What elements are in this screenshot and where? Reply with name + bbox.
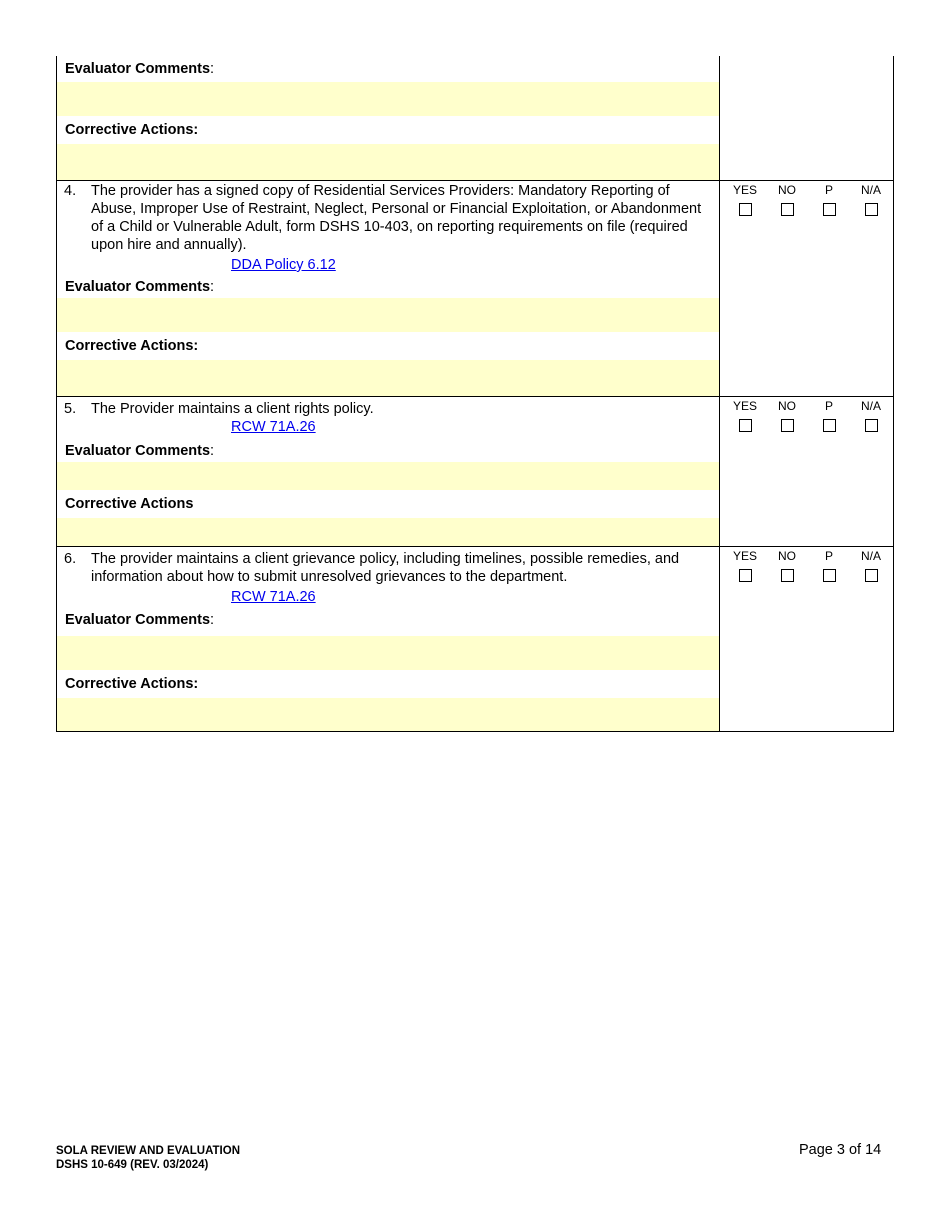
item-6-right: [720, 547, 894, 731]
option-p: P: [808, 550, 850, 585]
option-yes: YES: [724, 184, 766, 219]
option-na: N/A: [850, 400, 892, 435]
reference-link[interactable]: RCW 71A.26: [231, 419, 316, 435]
item-5-reference: [57, 418, 719, 436]
option-p: P: [808, 400, 850, 435]
item-5-text-block: [57, 397, 719, 418]
checkbox-na[interactable]: [865, 203, 878, 216]
item-3-continuation: [56, 56, 894, 180]
corrective-actions-field[interactable]: [57, 518, 719, 546]
checkbox-na[interactable]: [865, 569, 878, 582]
option-na: N/A: [850, 184, 892, 219]
item-number: 4.: [64, 183, 77, 199]
rating-options: [720, 397, 893, 435]
corrective-actions-label: Corrective Actions:: [65, 338, 199, 354]
corrective-actions-field[interactable]: [57, 698, 719, 731]
item-3-left: [56, 56, 720, 180]
corrective-actions-label: Corrective Actions:: [65, 676, 199, 692]
checkbox-yes[interactable]: [739, 419, 752, 432]
item-4-text-block: [57, 181, 719, 254]
footer-form-title: SOLA REVIEW AND EVALUATION: [56, 1145, 240, 1157]
item-number: 6.: [64, 551, 77, 567]
item-6-reference: [57, 586, 719, 606]
item-3-right: [720, 56, 894, 180]
option-no: NO: [766, 184, 808, 219]
evaluator-comments-field[interactable]: [57, 636, 719, 670]
reference-link[interactable]: DDA Policy 6.12: [231, 257, 336, 273]
item-5: [56, 396, 894, 546]
option-no: NO: [766, 550, 808, 585]
evaluator-comments-field[interactable]: [57, 462, 719, 490]
evaluator-comments-field[interactable]: [57, 298, 719, 332]
page-number: Page 3 of 14: [799, 1142, 882, 1158]
item-text: The provider maintains a client grievance policy, including timelines, possible remedies, and information about how to submit unresolved grievances to the department.: [91, 551, 680, 585]
corrective-actions-field[interactable]: [57, 360, 719, 396]
option-yes: YES: [724, 550, 766, 585]
option-no: NO: [766, 400, 808, 435]
item-5-left: [56, 397, 720, 546]
checkbox-p[interactable]: [823, 203, 836, 216]
checkbox-na[interactable]: [865, 419, 878, 432]
rating-options: [720, 181, 893, 219]
checkbox-no[interactable]: [781, 569, 794, 582]
checkbox-no[interactable]: [781, 419, 794, 432]
evaluator-comments-label: Evaluator Comments:: [65, 612, 215, 628]
footer-form-number: DSHS 10-649 (REV. 03/2024): [56, 1159, 209, 1171]
footer-form-info: [56, 1144, 240, 1172]
item-4-reference: [57, 254, 719, 274]
item-6-text-block: [57, 547, 719, 586]
item-text: The Provider maintains a client rights policy.: [91, 401, 374, 417]
item-number: 5.: [64, 401, 77, 417]
item-4-left: [56, 181, 720, 396]
checkbox-yes[interactable]: [739, 569, 752, 582]
checkbox-p[interactable]: [823, 569, 836, 582]
corrective-actions-label: Corrective Actions:: [65, 122, 199, 138]
evaluation-form: [56, 56, 894, 732]
item-6-left: [56, 547, 720, 731]
evaluator-comments-label: Evaluator Comments:: [65, 279, 215, 295]
corrective-actions-label: Corrective Actions: [65, 496, 194, 512]
item-5-right: [720, 397, 894, 546]
option-yes: YES: [724, 400, 766, 435]
evaluator-comments-label: Evaluator Comments:: [65, 61, 215, 77]
item-6: [56, 546, 894, 732]
evaluator-comments-field[interactable]: [57, 82, 719, 116]
corrective-actions-field[interactable]: [57, 144, 719, 180]
evaluator-comments-label: Evaluator Comments:: [65, 443, 215, 459]
reference-link[interactable]: RCW 71A.26: [231, 589, 316, 605]
item-4-right: [720, 181, 894, 396]
item-text: The provider has a signed copy of Residential Services Providers: Mandatory Reporting of Abuse, Improper Use of Restraint, Neglect, Personal or Financial Exploitation, or Abandonment of a Child or Vulnerable Adult, form DSHS 10-403, on reporting requirements on file (required upon hire and annually).: [91, 183, 702, 253]
option-p: P: [808, 184, 850, 219]
rating-options: [720, 547, 893, 585]
item-4: [56, 180, 894, 396]
checkbox-p[interactable]: [823, 419, 836, 432]
checkbox-no[interactable]: [781, 203, 794, 216]
option-na: N/A: [850, 550, 892, 585]
checkbox-yes[interactable]: [739, 203, 752, 216]
